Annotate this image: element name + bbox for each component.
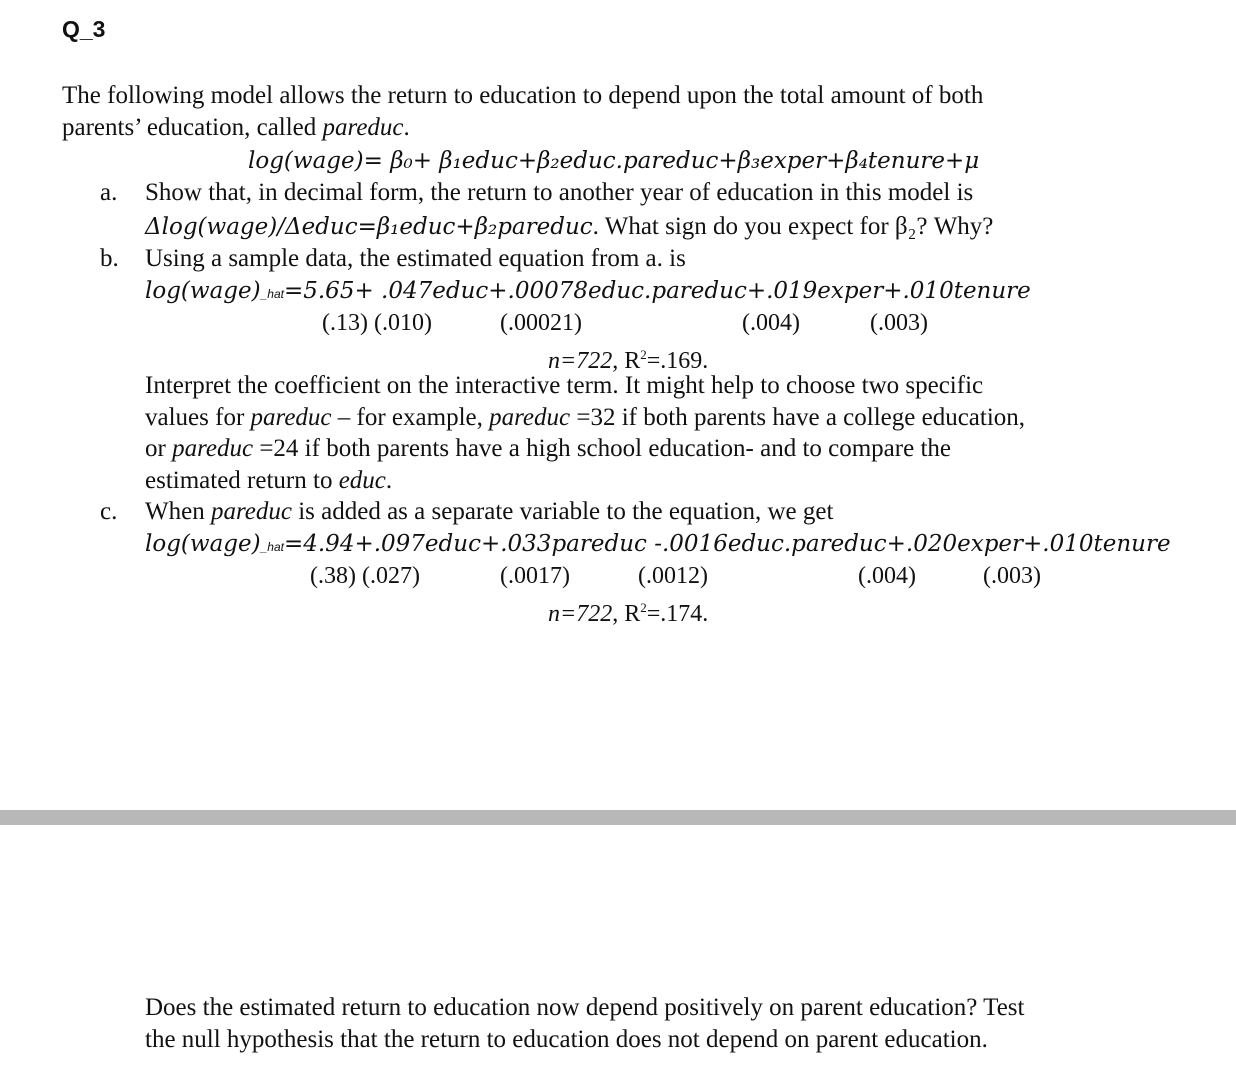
part-b-se-3: (.004): [742, 310, 800, 336]
part-c-intro: When pareduc is added as a separate variable to the equation, we get: [145, 498, 834, 525]
part-b-stats: n=722, $R^2=.169$.: [548, 347, 709, 374]
model-equation: log(wage)= β₀+ β₁educ+β₂educ.pareduc+β₃exper+β₄tenure+μ: [248, 148, 980, 174]
part-c-marker: c.: [100, 498, 118, 525]
final-question-line-2: the null hypothesis that the return to education does not depend on parent education.: [145, 1025, 988, 1053]
interpret-line-1: Interpret the coefficient on the interactive term. It might help to choose two specific: [145, 372, 984, 399]
intro-line-2: parents’ education, called pareduc.: [62, 113, 410, 141]
intro-paragraph: [62, 80, 1162, 143]
part-c-se-4: (.004): [858, 563, 916, 589]
part-a-question: . What sign do you expect for β₂? Why?: [592, 212, 994, 240]
part-c-stats: n=722, $R^2=.174$.: [548, 600, 709, 627]
part-b-intro: Using a sample data, the estimated equation from a. is: [145, 245, 686, 272]
part-a-marker: a.: [100, 179, 118, 206]
part-c-equation: log(wage)_hat=4.94+.097educ+.033pareduc -.0016educ.pareduc+.020exper+.010tenure: [145, 531, 1171, 557]
question-title: Q_3: [62, 16, 106, 42]
interpret-line-3: or pareduc =24 if both parents have a high school education- and to compare the: [145, 435, 951, 462]
part-b-interpretation: [145, 370, 1225, 496]
part-c-se-1: (.38) (.027): [310, 563, 420, 589]
part-b-se-4: (.003): [870, 310, 928, 336]
part-b-se-1: (.13) (.010): [322, 310, 432, 336]
part-a-formula: Δlog(wage)/Δeduc=β₁educ+β₂pareduc: [145, 213, 593, 240]
intro-line-1: The following model allows the return to education to depend upon the total amount of both: [62, 82, 984, 109]
pareduc-var: pareduc: [322, 113, 404, 141]
part-a-line-2: [145, 211, 1225, 244]
part-b-se-2: (.00021): [500, 310, 582, 336]
page-divider: [0, 810, 1236, 825]
part-a: [145, 177, 1225, 243]
final-question: [145, 992, 1225, 1055]
part-b-marker: b.: [100, 245, 119, 272]
part-c-se-5: (.003): [983, 563, 1041, 589]
final-question-line-1: Does the estimated return to education now depend positively on parent education? Test: [145, 994, 1025, 1021]
part-a-line-1: Show that, in decimal form, the return to another year of education in this model is: [145, 179, 974, 206]
part-c-se-3: (.0012): [638, 563, 708, 589]
interpret-line-2: values for pareduc – for example, pareduc =32 if both parents have a college education,: [145, 403, 1026, 431]
part-b-equation: log(wage)_hat=5.65+ .047educ+.00078educ.pareduc+.019exper+.010tenure: [145, 278, 1031, 304]
interpret-line-4: estimated return to educ.: [145, 466, 393, 494]
part-c-se-2: (.0017): [500, 563, 570, 589]
